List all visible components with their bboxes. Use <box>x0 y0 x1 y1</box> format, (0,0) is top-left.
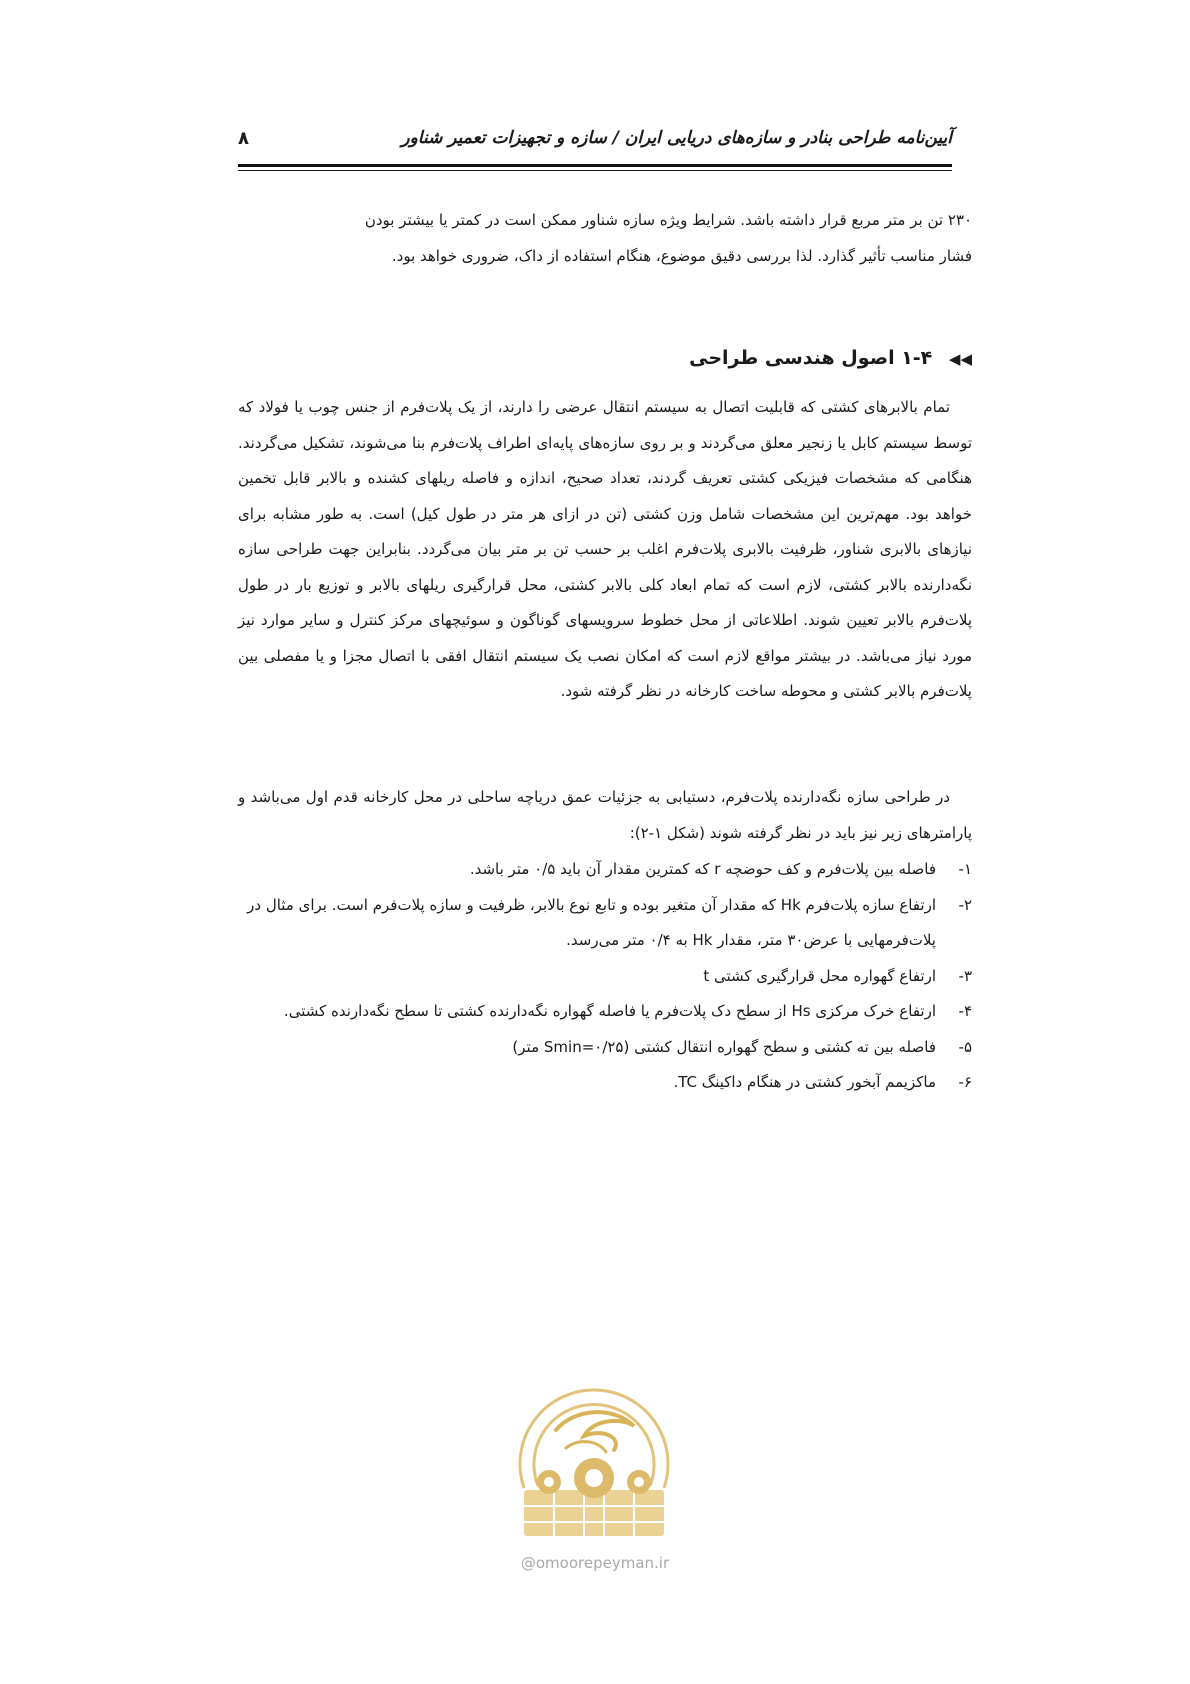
list-number: ۶- <box>958 1073 972 1091</box>
intro-paragraph <box>238 203 972 274</box>
list-text: فاصله بین پلات‌فرم و کف حوضچه r که کمترین مقدار آن باید ۰/۵ متر باشد. <box>469 860 936 878</box>
body-paragraph-2 <box>238 780 972 851</box>
parameter-list <box>238 852 972 1101</box>
header-title: آیین‌نامه طراحی بنادر و سازه‌های دریایی ایران / سازه و تجهیزات تعمیر شناور <box>401 128 952 148</box>
list-item <box>238 959 972 995</box>
list-text: ماکزیمم آبخور کشتی در هنگام داکینگ TC. <box>673 1073 936 1091</box>
running-header <box>238 128 952 158</box>
intro-line-2: فشار مناسب تأثیر گذارد. لذا بررسی دقیق موضوع، هنگام استفاده از داک، ضروری خواهد بود. <box>391 246 972 265</box>
list-item <box>238 852 972 888</box>
list-item <box>238 994 972 1030</box>
list-item <box>238 888 972 959</box>
list-text: ارتفاع خرک مرکزی Hs از سطح دک پلات‌فرم یا فاصله گهواره نگه‌دارنده کشتی تا سطح نگه‌دارنده کشتی. <box>283 1002 936 1020</box>
double-arrow-icon: ◀◀ <box>948 350 972 368</box>
list-number: ۴- <box>958 1002 972 1020</box>
list-number: ۲- <box>958 895 972 914</box>
list-text: ارتفاع سازه پلات‌فرم Hk که مقدار آن متغیر بوده و تابع نوع بالابر، ظرفیت و سازه پلات‌فرم است. برای مثال در پلات‌فرمهایی با عرض۳۰ متر، مقدار Hk به ۰/۴ متر می‌رسد. <box>247 895 936 949</box>
list-number: ۵- <box>958 1037 972 1056</box>
body-paragraph-1 <box>238 390 972 710</box>
section-title: ۱-۴ اصول هندسی طراحی <box>689 347 933 369</box>
paragraph-1-text: تمام بالابرهای کشتی که قابلیت اتصال به سیستم انتقال عرضی را دارند، از یک پلات‌فرم از جنس چوب یا فولاد که توسط سیستم کابل یا زنجیر معلق می‌گردند و بر روی سازه‌های پایه‌ای اطراف پلات‌فرم بنا می‌شوند، تشکیل می‌گردند. هنگامی که مشخصات فیزیکی کشتی تعریف گردند، تعداد صحیح، اندازه و فاصله ریلهای کشنده و بالابر قابل تخمین خواهد بود. مهم‌ترین این مشخصات شامل وزن کشتی (تن در ازای هر متر در طول کیل) است. به طور مشابه برای نیازهای بالابری شناور، ظرفیت بالابری پلات‌فرم اغلب بر حسب تن بر متر بیان می‌گردد. بنابراین جهت طراحی سازه نگه‌دارنده بالابر کشتی، لازم است که تمام ابعاد کلی بالابر کشتی، محل قرارگیری ریلهای بالابر و توزیع بار در طول پلات‌فرم بالابر تعیین شوند. اطلاعاتی از محل خطوط سرویسهای گوناگون و سوئیچهای مرکز کنترل و سایر موارد نیز مورد نیاز می‌باشد. در بیشتر مواقع لازم است که امکان نصب یک سیستم انتقال افقی با اتصال مجزا و یا مفصلی بین پلات‌فرم بالابر کشتی و محوطه ساخت کارخانه در نظر گرفته شود. <box>238 398 972 700</box>
watermark-site: @omoorepeyman.ir <box>520 1554 670 1572</box>
list-item <box>238 1065 972 1101</box>
paragraph-2-text: در طراحی سازه نگه‌دارنده پلات‌فرم، دستیابی به جزئیات عمق دریاچه ساحلی در محل کارخانه قدم اول می‌باشد و پارامترهای زیر نیز باید در نظر گرفته شوند (شکل ۱-۲): <box>238 788 972 842</box>
page-number: ۸ <box>238 128 249 149</box>
header-rule-thin <box>238 170 952 171</box>
intro-line-1: ۲۳۰ تن بر متر مربع قرار داشته باشد. شرایط ویژه سازه شناور ممکن است در کمتر یا بیشتر بودن <box>364 211 972 229</box>
section-heading <box>238 347 972 369</box>
list-number: ۳- <box>958 966 972 985</box>
header-rule-thick <box>238 164 952 167</box>
list-item <box>238 1030 972 1066</box>
list-number: ۱- <box>958 860 972 878</box>
watermark-logo-icon <box>494 1378 694 1546</box>
list-text: فاصله بین ته کشتی و سطح گهواره انتقال کشتی (Smin=۰/۲۵ متر) <box>512 1037 936 1056</box>
list-text: ارتفاع گهواره محل قرارگیری کشتی t <box>703 966 936 985</box>
